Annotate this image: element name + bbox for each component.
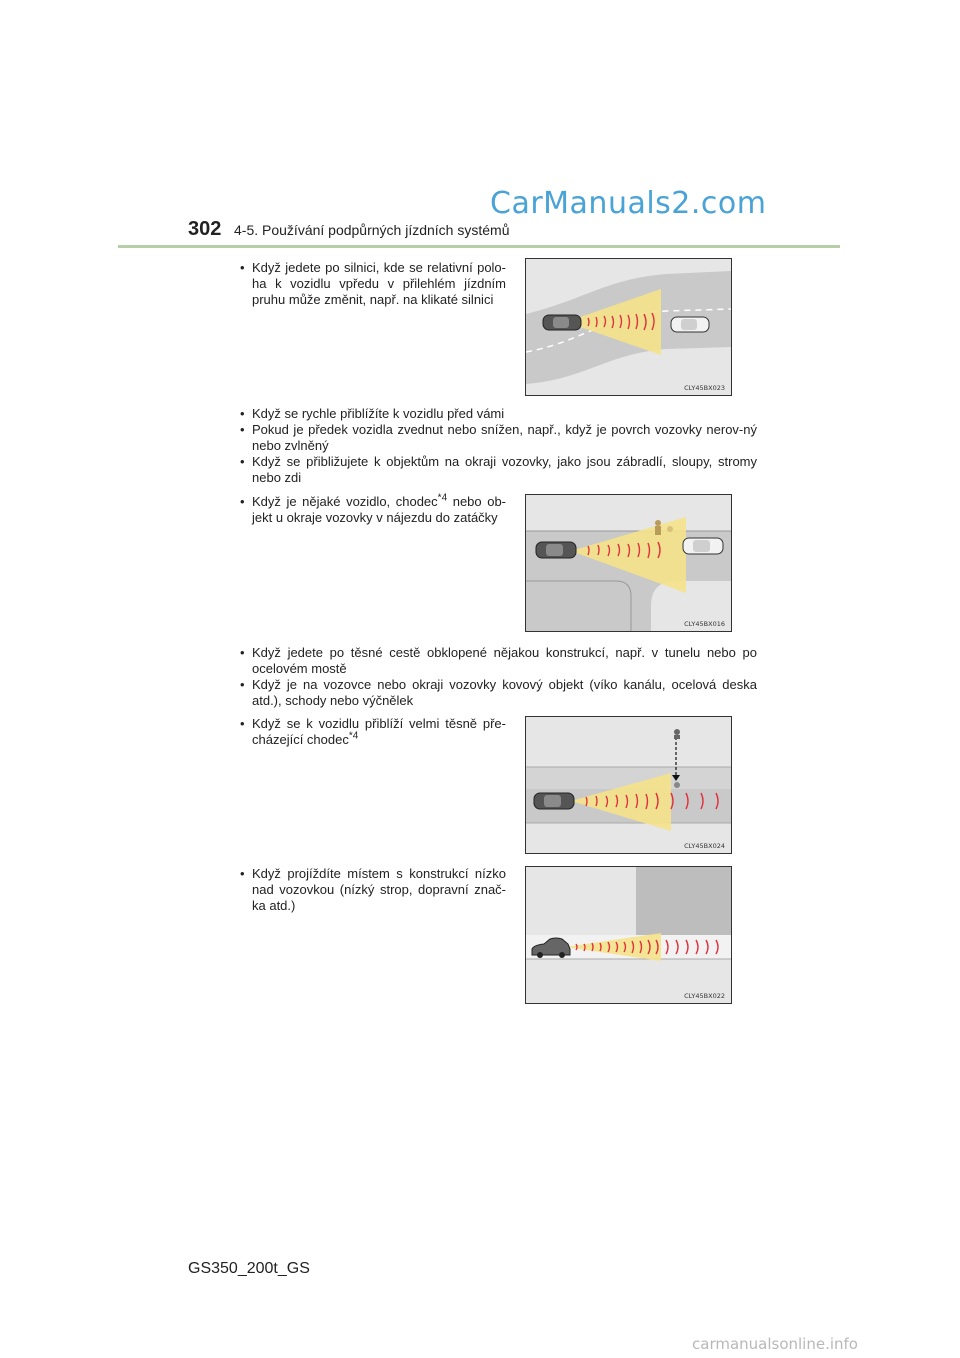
vehicle-ahead-icon: [671, 317, 709, 332]
bullet-rapid-approach: [240, 406, 757, 422]
bullet-text-start: Když je nějaké vozidlo, chodec: [252, 494, 438, 509]
own-car-icon: [536, 542, 576, 558]
bullet-marker: •: [240, 406, 245, 421]
bullet-marker: •: [240, 422, 245, 437]
bullet-text-end: nebo ob-jekt u okraje vozovky v nájezdu do zatáčky: [252, 494, 507, 525]
bullet-text: Když jedete po silnici, kde se relativní polo-ha k vozidlu vpředu v přilehlém jízdním pruhu může změnit, např. na klikaté silnici: [252, 260, 506, 307]
watermark-carmanualsonline: carmanualsonline.info: [692, 1335, 858, 1353]
bullet-marker: •: [240, 454, 245, 469]
own-car-icon: [534, 793, 574, 809]
bullet-text: Když je na vozovce nebo okraji vozovky kovový objekt (víko kanálu, ocelová deska atd.), schody nebo výčnělek: [252, 677, 757, 708]
bullet-marker: •: [240, 494, 245, 509]
winding-road-illustration: [526, 259, 731, 395]
bullet-low-structure: [240, 866, 506, 914]
low-structure-illustration: [526, 867, 731, 1003]
bullet-marker: •: [240, 260, 245, 275]
vehicle-ahead-icon: [683, 538, 723, 554]
watermark-carmanuals2: CarManuals2.com: [490, 186, 767, 221]
bullet-crossing-pedestrian: [240, 716, 506, 748]
bullet-text: Pokud je předek vozidla zvednut nebo snížen, např., když je povrch vozovky nerov-ný nebo zvlněný: [252, 422, 757, 453]
footnote-ref: *4: [348, 730, 359, 742]
bullet-vehicle-front-raised: [240, 422, 757, 454]
own-car-icon: [543, 315, 581, 330]
bullet-text: Když jedete po těsné cestě obklopené nějakou konstrukcí, např. v tunelu nebo po ocelovém mostě: [252, 645, 757, 676]
figure-curve-entrance: [525, 494, 732, 632]
bullet-text: Když se k vozidlu přiblíží velmi těsně pře-cházející chodec: [252, 716, 506, 747]
bullet-marker: •: [240, 716, 245, 731]
bullet-text: Když se rychle přiblížíte k vozidlu před vámi: [252, 406, 505, 421]
figure-low-structure: [525, 866, 732, 1004]
bullet-roadside-objects: [240, 454, 757, 486]
bullet-metal-objects: [240, 677, 757, 709]
curve-illustration: [526, 495, 731, 631]
bullet-marker: •: [240, 866, 245, 881]
bullet-text: Když se přibližujete k objektům na okraji vozovky, jako jsou zábradlí, sloupy, stromy nebo zdi: [252, 454, 757, 485]
figure-code: CLY45BX022: [684, 992, 725, 1000]
page-number: 302: [188, 218, 222, 240]
crossing-illustration: [526, 717, 731, 853]
bullet-text: Když projíždíte místem s konstrukcí nízko nad vozovkou (nízký strop, dopravní znač-ka atd.): [252, 866, 506, 913]
bullet-tunnel-bridge: [240, 645, 757, 677]
footer-model-code: GS350_200t_GS: [188, 1260, 310, 1277]
figure-code: CLY45BX016: [684, 620, 725, 628]
header-divider: [118, 245, 840, 248]
figure-code: CLY45BX023: [684, 384, 725, 392]
bullet-winding-road: [240, 260, 506, 308]
figure-code: CLY45BX024: [684, 842, 725, 850]
bullet-marker: •: [240, 645, 245, 660]
figure-winding-road: [525, 258, 732, 396]
footnote-ref: *4: [437, 492, 448, 504]
bullet-marker: •: [240, 677, 245, 692]
figure-crossing-pedestrian: [525, 716, 732, 854]
section-title: 4-5. Používání podpůrných jízdních systémů: [234, 222, 510, 238]
bullet-curve-entrance: [240, 494, 506, 526]
